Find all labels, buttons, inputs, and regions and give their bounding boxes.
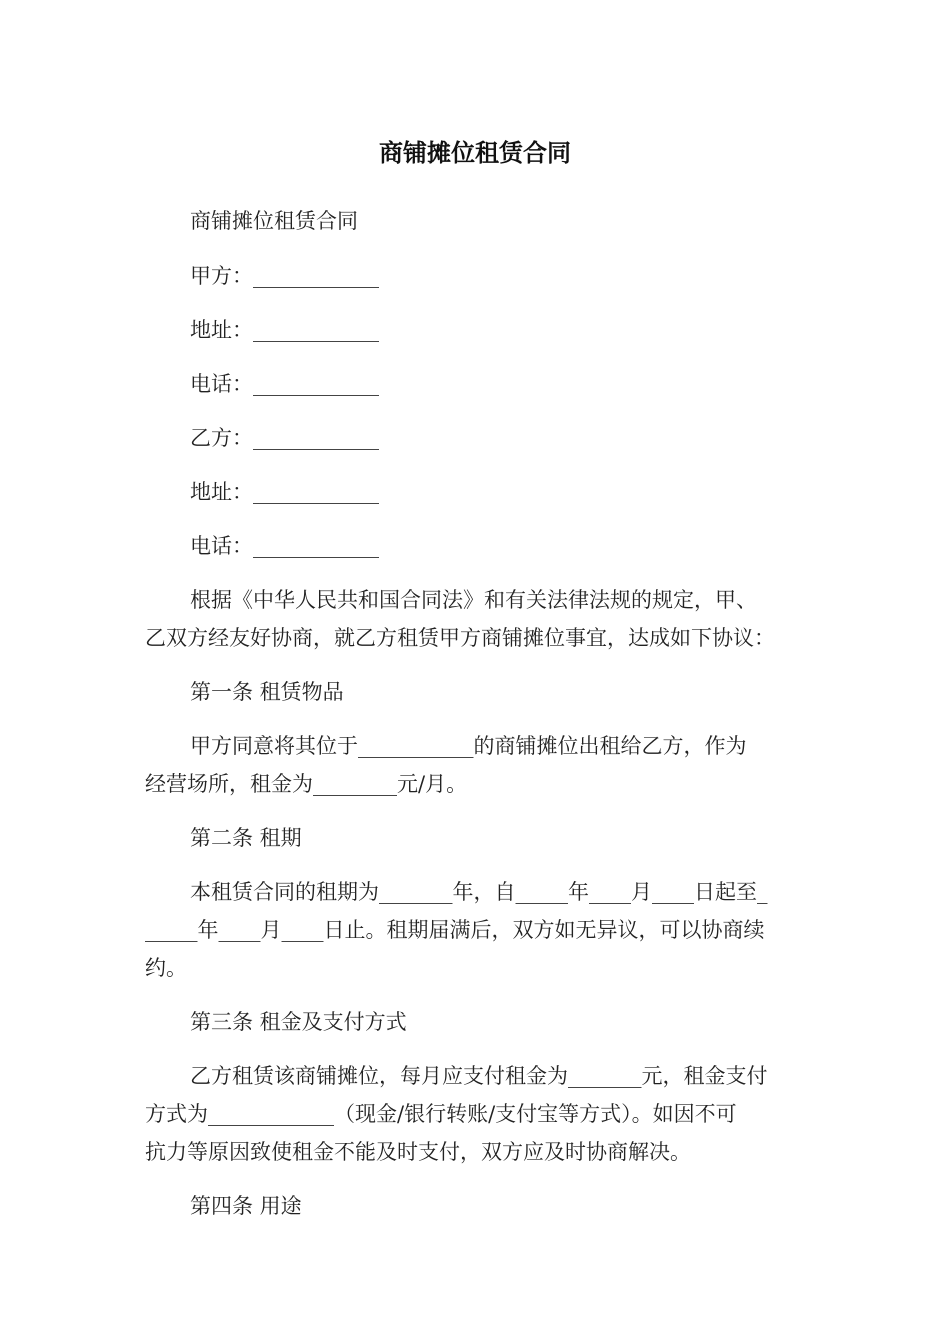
article3-line-1: 乙方租赁该商铺摊位，每月应支付租金为_______元，租金支付 — [190, 1064, 768, 1088]
preamble-line-1: 根据《中华人民共和国合同法》和有关法律法规的规定，甲、 — [190, 588, 757, 612]
party-a-phone: 电话：____________ — [190, 372, 379, 396]
article2-heading: 第二条 租期 — [190, 826, 302, 850]
preamble-line-2: 乙双方经友好协商，就乙方租赁甲方商铺摊位事宜，达成如下协议： — [145, 626, 775, 650]
party-a-name: 甲方：____________ — [190, 264, 379, 288]
article2-line-1: 本租赁合同的租期为_______年，自_____年____月____日起至_ — [190, 880, 768, 904]
article3-heading: 第三条 租金及支付方式 — [190, 1010, 407, 1034]
article3-line-3: 抗力等原因致使租金不能及时支付，双方应及时协商解决。 — [145, 1140, 691, 1164]
article2-line-2: _____年____月____日止。租期届满后，双方如无异议，可以协商续 — [145, 918, 765, 942]
subtitle: 商铺摊位租赁合同 — [190, 209, 358, 233]
party-b-phone: 电话：____________ — [190, 534, 379, 558]
article1-line-2: 经营场所，租金为________元/月。 — [145, 772, 468, 796]
article1-heading: 第一条 租赁物品 — [190, 680, 344, 704]
article4-heading: 第四条 用途 — [190, 1194, 302, 1218]
article3-line-2: 方式为____________（现金/银行转账/支付宝等方式）。如因不可 — [145, 1102, 737, 1126]
party-b-name: 乙方：____________ — [190, 426, 379, 450]
party-a-address: 地址：____________ — [190, 318, 379, 342]
article2-line-3: 约。 — [145, 956, 187, 980]
article1-line-1: 甲方同意将其位于___________的商铺摊位出租给乙方，作为 — [190, 734, 747, 758]
document-title: 商铺摊位租赁合同 — [379, 139, 571, 167]
party-b-address: 地址：____________ — [190, 480, 379, 504]
